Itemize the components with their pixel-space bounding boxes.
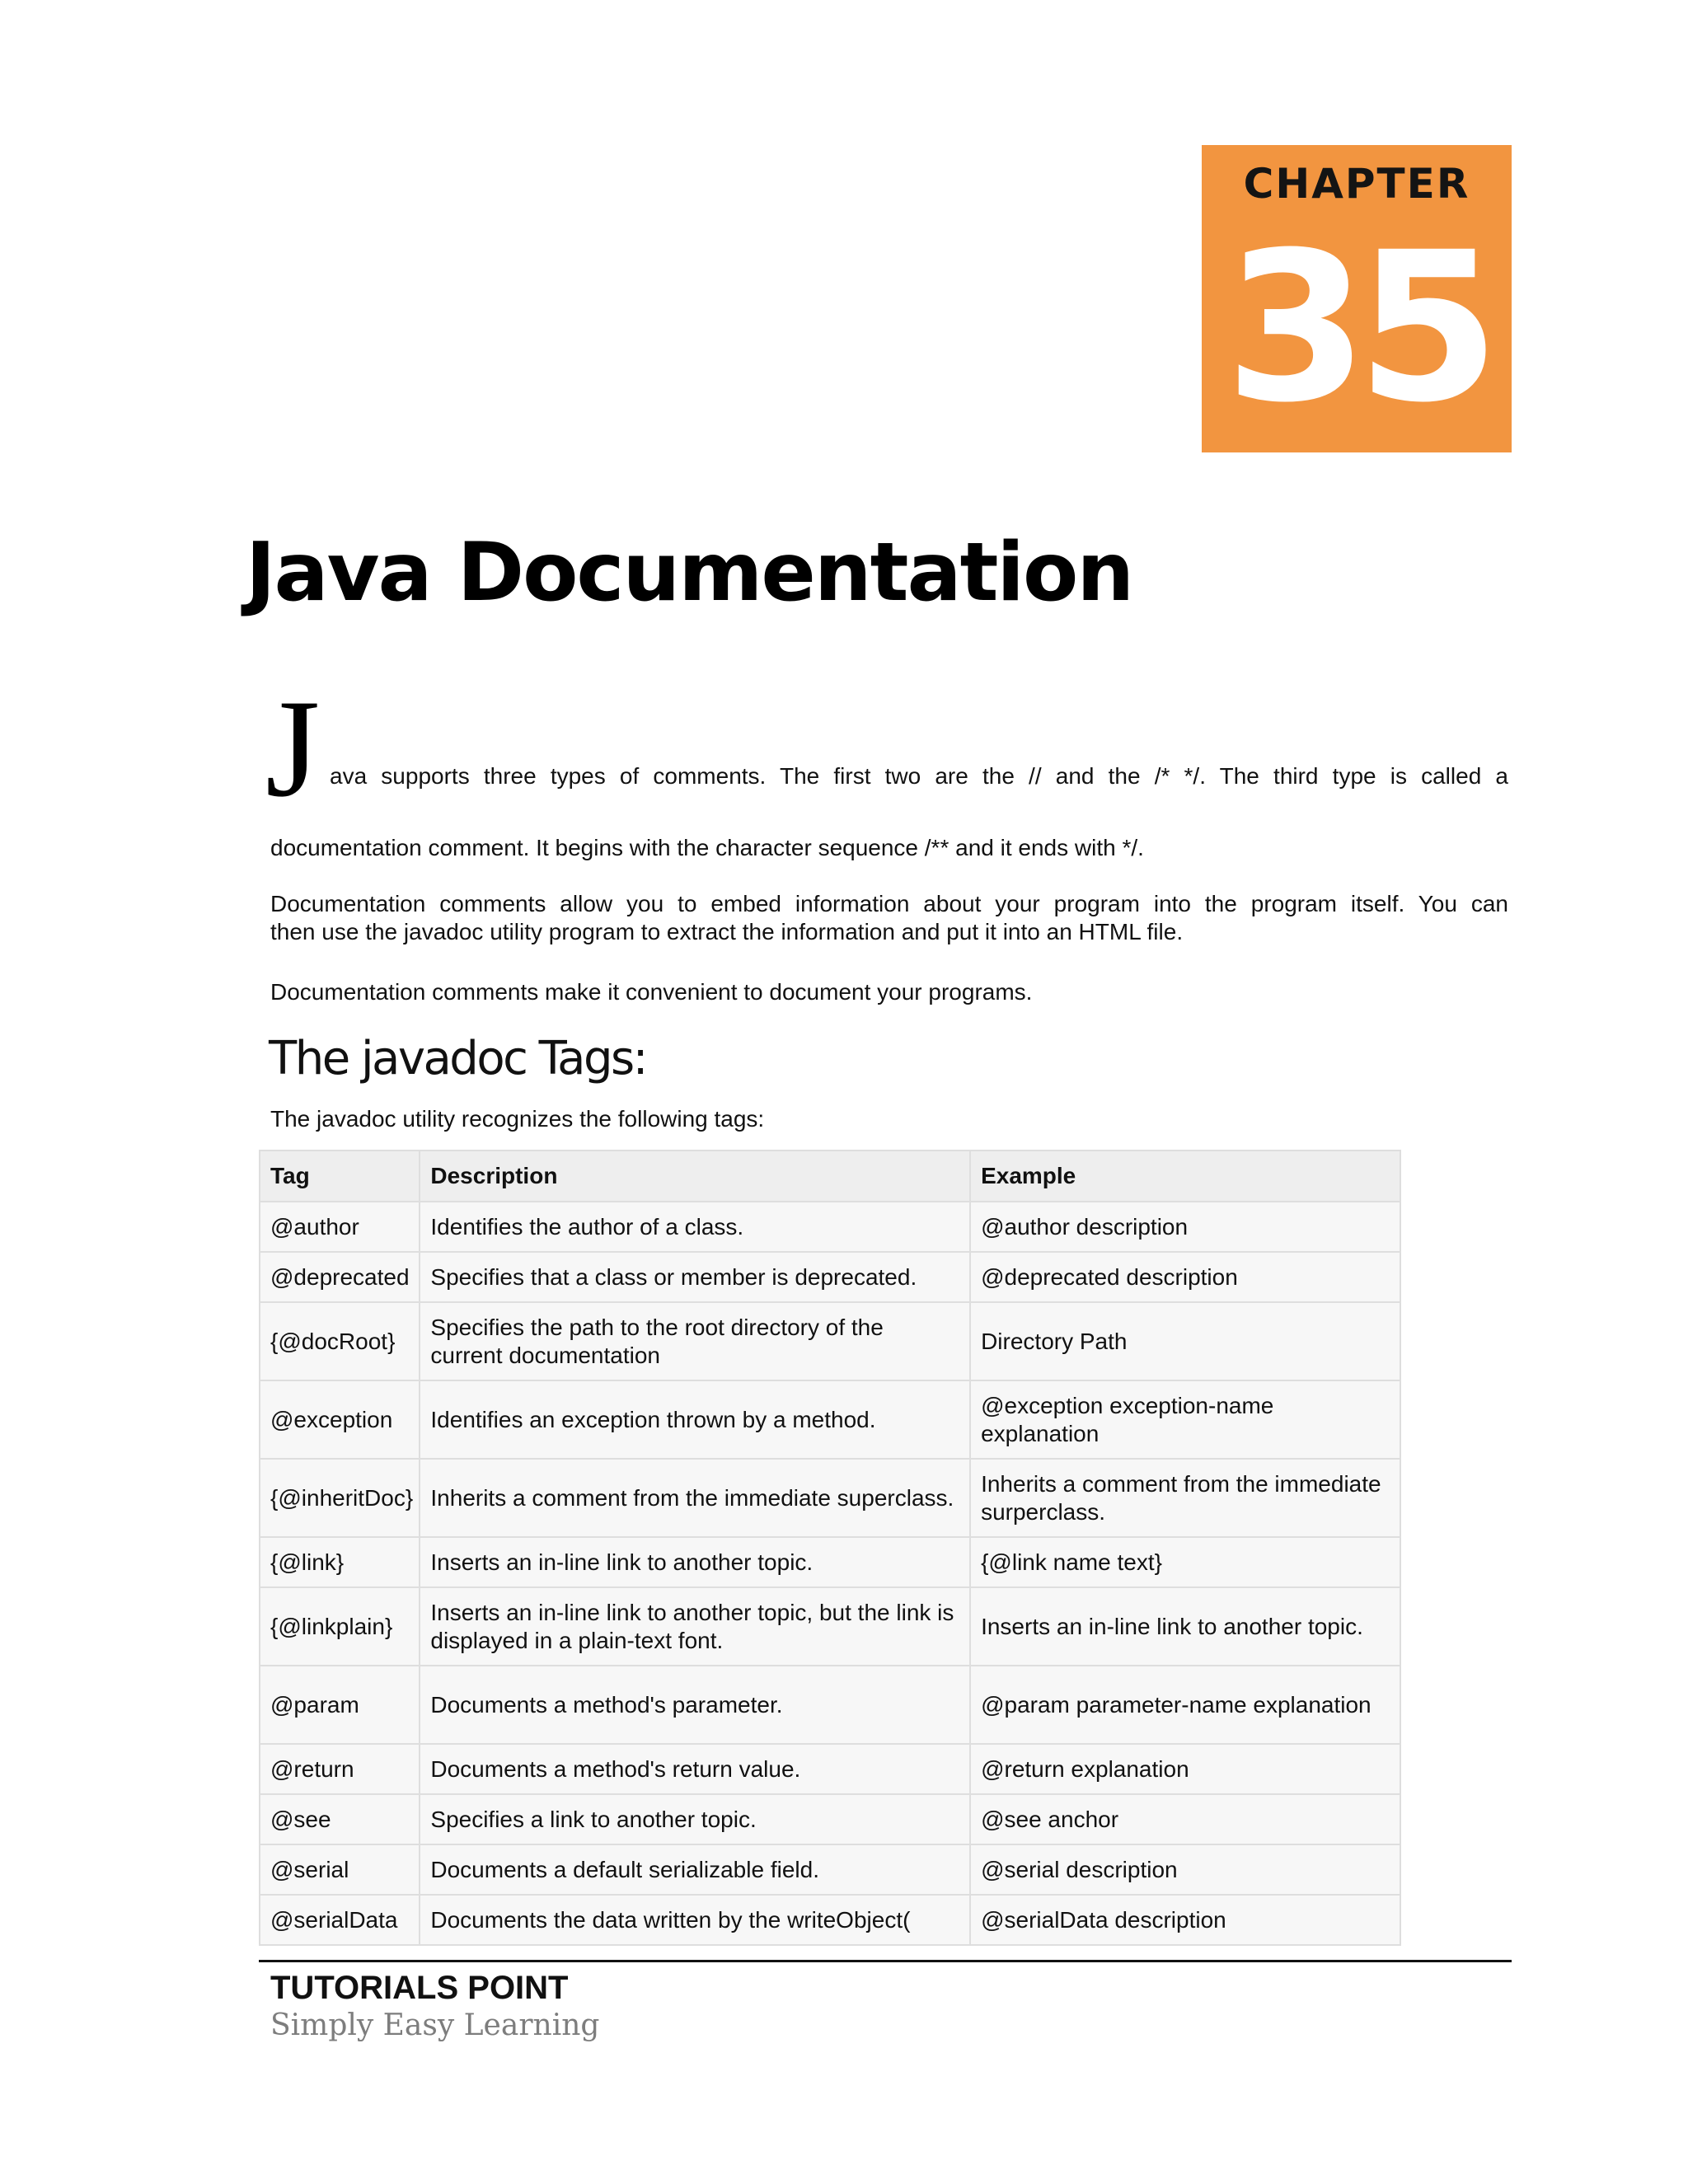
table-row [260,1666,1400,1744]
cell-example: @exception exception-name explanation [970,1380,1400,1459]
cell-description: Documents a method's parameter. [420,1666,970,1744]
cell-example: @serial description [970,1844,1400,1895]
cell-tag: @exception [260,1380,420,1459]
cell-tag: {@link} [260,1537,420,1587]
table-row [260,1202,1400,1252]
chapter-badge [1202,145,1512,452]
drop-cap: J [265,671,321,826]
cell-description: Documents a default serializable field. [420,1844,970,1895]
header-tag: Tag [260,1151,420,1202]
cell-tag: {@docRoot} [260,1302,420,1380]
header-description: Description [420,1151,970,1202]
footer-brand: TUTORIALS POINT [270,1970,569,2006]
cell-tag: @return [260,1744,420,1794]
header-example: Example [970,1151,1400,1202]
table-row [260,1744,1400,1794]
cell-example: Inherits a comment from the immediate surperclass. [970,1459,1400,1537]
cell-example: @serialData description [970,1895,1400,1945]
cell-description: Specifies the path to the root directory of the current documentation [420,1302,970,1380]
table-row [260,1537,1400,1587]
intro-line-2: documentation comment. It begins with the character sequence /** and it ends with */. [270,835,1144,860]
chapter-number: 35 [1225,208,1489,448]
footer-divider [259,1960,1512,1962]
chapter-label: CHAPTER [1243,160,1470,208]
footer-tagline: Simply Easy Learning [270,2008,600,2042]
table-row [260,1302,1400,1380]
table-row [260,1895,1400,1945]
cell-example: Directory Path [970,1302,1400,1380]
paragraph-2-line-1: Documentation comments allow you to embed information about your program into the program itself. You can [270,891,1508,916]
cell-description: Inserts an in-line link to another topic. [420,1537,970,1587]
cell-description: Inserts an in-line link to another topic, but the link is displayed in a plain-text font. [420,1587,970,1666]
cell-tag: {@linkplain} [260,1587,420,1666]
cell-example: {@link name text} [970,1537,1400,1587]
cell-description: Inherits a comment from the immediate superclass. [420,1459,970,1537]
table-row [260,1380,1400,1459]
cell-description: Identifies the author of a class. [420,1202,970,1252]
cell-example: @param parameter-name explanation [970,1666,1400,1744]
cell-tag: @serial [260,1844,420,1895]
cell-example: @see anchor [970,1794,1400,1844]
table-row [260,1252,1400,1302]
cell-example: @return explanation [970,1744,1400,1794]
cell-tag: @deprecated [260,1252,420,1302]
cell-example: @author description [970,1202,1400,1252]
table-row [260,1794,1400,1844]
cell-tag: {@inheritDoc} [260,1459,420,1537]
section-title: The javadoc Tags: [269,1032,647,1085]
cell-description: Documents the data written by the writeObject( [420,1895,970,1945]
paragraph-3: Documentation comments make it convenient to document your programs. [270,979,1033,1005]
cell-description: Specifies that a class or member is deprecated. [420,1252,970,1302]
cell-description: Identifies an exception thrown by a method. [420,1380,970,1459]
cell-tag: @see [260,1794,420,1844]
cell-description: Specifies a link to another topic. [420,1794,970,1844]
table-row [260,1587,1400,1666]
cell-example: @deprecated description [970,1252,1400,1302]
paragraph-2-line-2: then use the javadoc utility program to extract the information and put it into an HTML file. [270,919,1184,944]
cell-description: Documents a method's return value. [420,1744,970,1794]
page-title: Java Documentation [246,526,1133,620]
cell-example: Inserts an in-line link to another topic. [970,1587,1400,1666]
javadoc-tags-table [259,1150,1401,1946]
table-row [260,1844,1400,1895]
table-row [260,1459,1400,1537]
intro-line-1: ava supports three types of comments. The first two are the // and the /* */. The third type is called a [330,763,1508,789]
table-header-row [260,1151,1400,1202]
cell-tag: @param [260,1666,420,1744]
cell-tag: @author [260,1202,420,1252]
cell-tag: @serialData [260,1895,420,1945]
section-lead: The javadoc utility recognizes the following tags: [270,1106,765,1132]
